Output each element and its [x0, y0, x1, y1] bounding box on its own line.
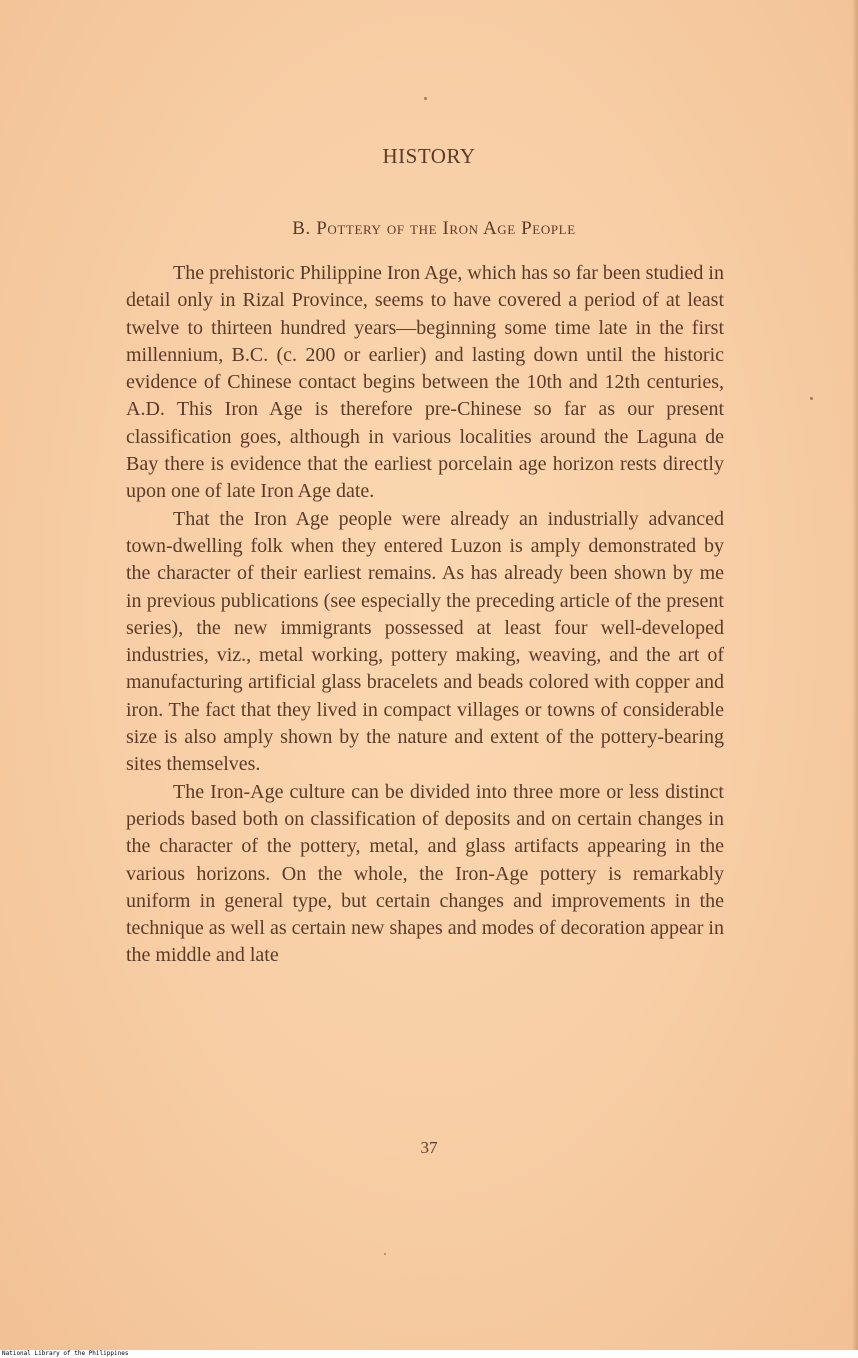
body-text: [126, 260, 724, 970]
paragraph-2: That the Iron Age people were already an industrially advanced town-dwelling folk when they entered Luzon is amply demonstrated by the character of their earliest remains. As has already been shown by me in previous publications (see especially the preceding article of the present series), the new immigrants possessed at least four well-developed industries, viz., metal working, pottery making, weaving, and the art of manufacturing artificial glass bracelets and beads colored with copper and iron. The fact that they lived in compact villages or towns of considerable size is also amply shown by the nature and extent of the pottery-bearing sites themselves.: [126, 507, 724, 776]
page-number: 37: [420, 1138, 438, 1157]
paragraph-3: The Iron-Age culture can be divided into three more or less distinct periods based both on classification of deposits and on certain changes in the character of the pottery, metal, and glass artifacts appearing in the various horizons. On the whole, the Iron-Age pottery is remarkably uniform in general type, but certain changes and improvements in the technique as well as certain new shapes and modes of decoration appear in the middle and late: [126, 780, 724, 967]
footer-strip: [0, 1350, 858, 1358]
running-head: HISTORY: [382, 144, 476, 168]
section-title: B. Pottery of the Iron Age People: [292, 218, 576, 239]
paper-speck: [384, 1253, 386, 1255]
library-stamp: National Library of the Philippines: [2, 1350, 129, 1357]
paper-speck: [424, 97, 427, 100]
paragraph-1: The prehistoric Philippine Iron Age, which has so far been studied in detail only in Rizal Province, seems to have covered a period of at least twelve to thirteen hundred years—beginning some time late in the first millennium, B.C. (c. 200 or earlier) and lasting down until the historic evidence of Chinese contact begins between the 10th and 12th centuries, A.D. This Iron Age is therefore pre-Chinese so far as our present classification goes, although in various localities around the Laguna de Bay there is evidence that the earliest porcelain age horizon rests directly upon one of late Iron Age date.: [126, 262, 724, 503]
paper-speck: [810, 397, 813, 400]
